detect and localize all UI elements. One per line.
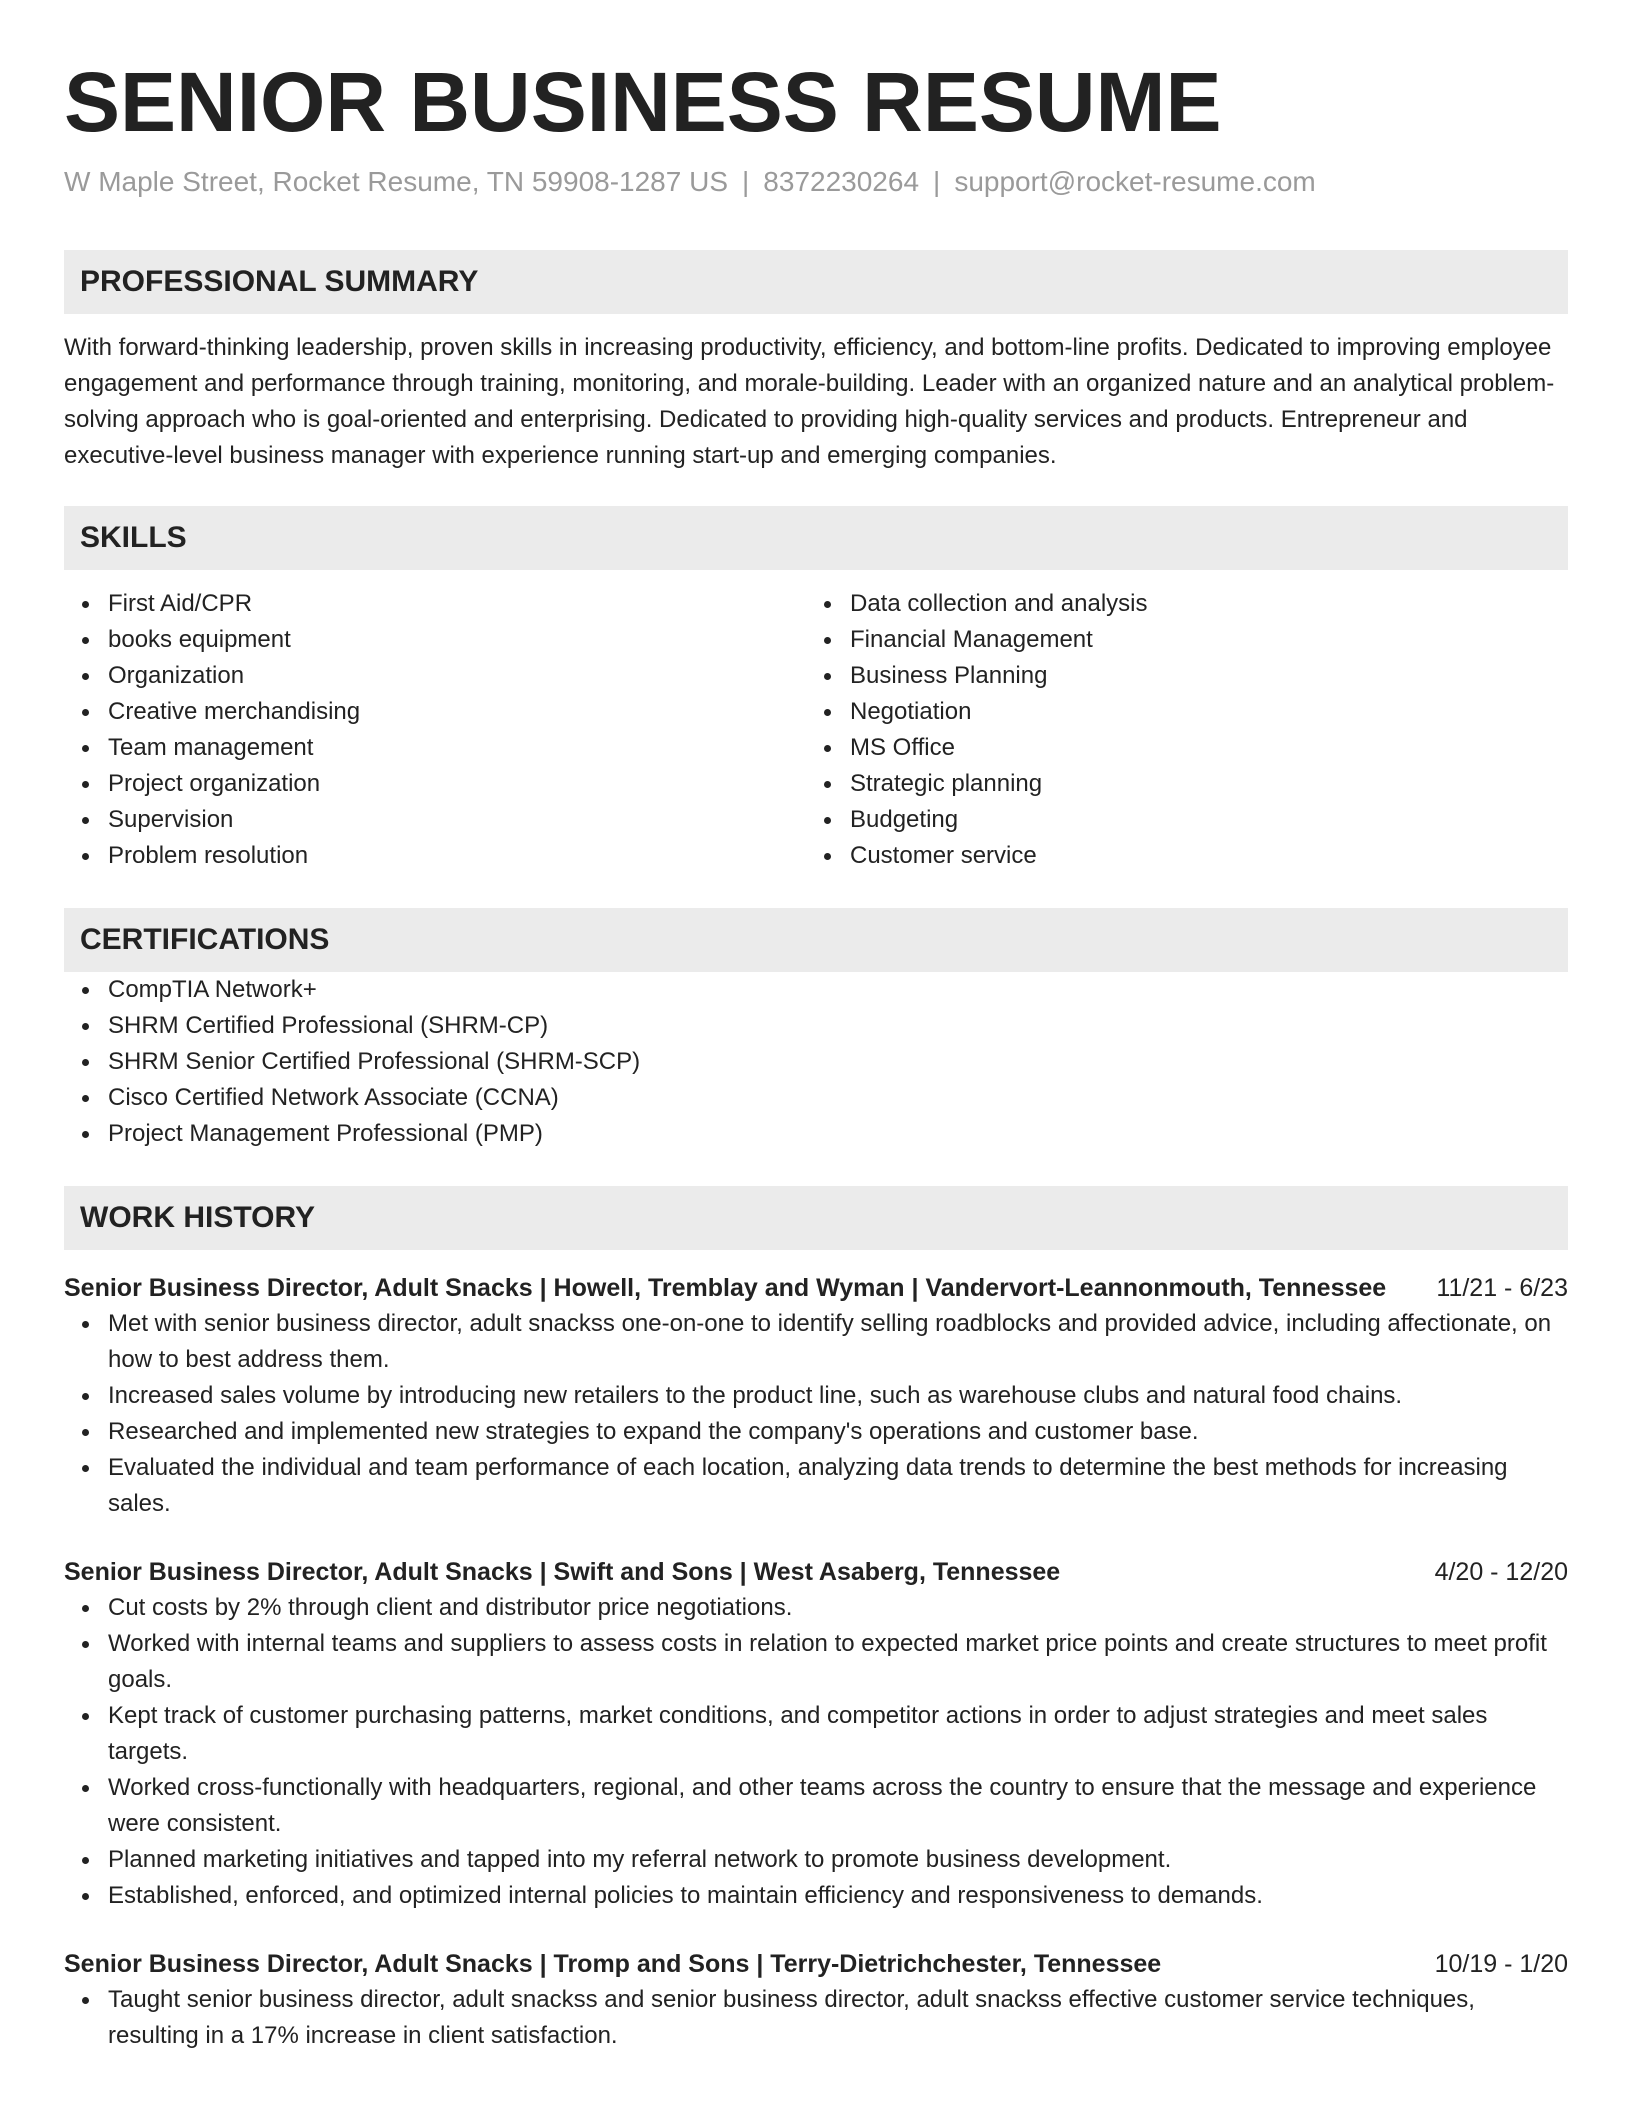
skills-list-right	[806, 586, 1548, 874]
skill-item: Problem resolution	[108, 838, 806, 874]
skill-item: Team management	[108, 730, 806, 766]
contact-line	[64, 164, 1568, 200]
job-bullet: Established, enforced, and optimized internal policies to maintain efficiency and responsiveness to demands.	[108, 1878, 1568, 1914]
contact-address: W Maple Street, Rocket Resume, TN 59908-1287 US	[64, 166, 729, 197]
job-bullet-list	[64, 1306, 1568, 1522]
job-header	[64, 1270, 1568, 1306]
contact-email: support@rocket-resume.com	[954, 166, 1316, 197]
skills-column-left	[64, 586, 806, 874]
certifications-list	[64, 972, 1568, 1152]
contact-separator: |	[933, 166, 941, 197]
skill-item: Creative merchandising	[108, 694, 806, 730]
skill-item: Project organization	[108, 766, 806, 802]
job-bullet: Met with senior business director, adult snackss one-on-one to identify selling roadblocks and provided advice, including affectionate, on how to best address them.	[108, 1306, 1568, 1378]
job-bullet-list	[64, 1590, 1568, 1914]
contact-phone: 8372230264	[763, 166, 920, 197]
job-bullet: Kept track of customer purchasing patterns, market conditions, and competitor actions in order to adjust strategies and meet sales targets.	[108, 1698, 1568, 1770]
job-bullet: Evaluated the individual and team performance of each location, analyzing data trends to determine the best methods for increasing sales.	[108, 1450, 1568, 1522]
contact-separator: |	[742, 166, 750, 197]
job-bullet: Planned marketing initiatives and tapped into my referral network to promote business development.	[108, 1842, 1568, 1878]
skill-item: Strategic planning	[850, 766, 1548, 802]
job-bullet: Worked with internal teams and suppliers to assess costs in relation to expected market price points and create structures to meet profit goals.	[108, 1626, 1568, 1698]
skill-item: Data collection and analysis	[850, 586, 1548, 622]
skills-list-left	[64, 586, 806, 874]
certification-item: Cisco Certified Network Associate (CCNA)	[108, 1080, 1568, 1116]
skills-columns	[64, 586, 1568, 874]
job-header	[64, 1946, 1568, 1982]
job-dates: 11/21 - 6/23	[1436, 1274, 1568, 1302]
work-history-list	[64, 1270, 1568, 2054]
job-bullet: Cut costs by 2% through client and distributor price negotiations.	[108, 1590, 1568, 1626]
section-header-work-history: WORK HISTORY	[64, 1186, 1568, 1250]
job-entry	[64, 1554, 1568, 1914]
skill-item: Negotiation	[850, 694, 1548, 730]
skill-item: MS Office	[850, 730, 1548, 766]
section-header-skills: SKILLS	[64, 506, 1568, 570]
skill-item: books equipment	[108, 622, 806, 658]
resume-title: SENIOR BUSINESS RESUME	[64, 55, 1222, 149]
job-dates: 10/19 - 1/20	[1434, 1950, 1568, 1978]
skill-item: Organization	[108, 658, 806, 694]
skill-item: Customer service	[850, 838, 1548, 874]
section-header-certifications: CERTIFICATIONS	[64, 908, 1568, 972]
skill-item: Business Planning	[850, 658, 1548, 694]
skills-column-right	[806, 586, 1548, 874]
certification-item: Project Management Professional (PMP)	[108, 1116, 1568, 1152]
job-dates: 4/20 - 12/20	[1434, 1558, 1568, 1586]
job-bullet-list	[64, 1982, 1568, 2054]
skill-item: Supervision	[108, 802, 806, 838]
job-bullet: Researched and implemented new strategies to expand the company's operations and customer base.	[108, 1414, 1568, 1450]
skill-item: Budgeting	[850, 802, 1548, 838]
skill-item: First Aid/CPR	[108, 586, 806, 622]
job-bullet: Worked cross-functionally with headquarters, regional, and other teams across the country to ensure that the message and experience were consistent.	[108, 1770, 1568, 1842]
certification-item: CompTIA Network+	[108, 972, 1568, 1008]
certification-item: SHRM Senior Certified Professional (SHRM-SCP)	[108, 1044, 1568, 1080]
job-title: Senior Business Director, Adult Snacks | Howell, Tremblay and Wyman | Vandervort-Leannonmouth, Tennessee	[64, 1274, 1387, 1302]
job-header	[64, 1554, 1568, 1590]
job-entry	[64, 1270, 1568, 1522]
certification-item: SHRM Certified Professional (SHRM-CP)	[108, 1008, 1568, 1044]
section-header-summary: PROFESSIONAL SUMMARY	[64, 250, 1568, 314]
job-entry	[64, 1946, 1568, 2054]
job-title: Senior Business Director, Adult Snacks | Tromp and Sons | Terry-Dietrichchester, Tennessee	[64, 1950, 1162, 1978]
skill-item: Financial Management	[850, 622, 1548, 658]
job-bullet: Increased sales volume by introducing new retailers to the product line, such as warehouse clubs and natural food chains.	[108, 1378, 1568, 1414]
job-bullet: Taught senior business director, adult snackss and senior business director, adult snackss effective customer service techniques, resulting in a 17% increase in client satisfaction.	[108, 1982, 1568, 2054]
job-title: Senior Business Director, Adult Snacks | Swift and Sons | West Asaberg, Tennessee	[64, 1558, 1061, 1586]
summary-text: With forward-thinking leadership, proven skills in increasing productivity, efficiency, and bottom-line profits. Dedicated to improving employee engagement and performance through training, monitoring, and morale-building. Leader with an organized nature and an analytical problem-solving approach who is goal-oriented and enterprising. Dedicated to providing high-quality services and products. Entrepreneur and executive-level business manager with experience running start-up and emerging companies.	[64, 334, 1555, 469]
